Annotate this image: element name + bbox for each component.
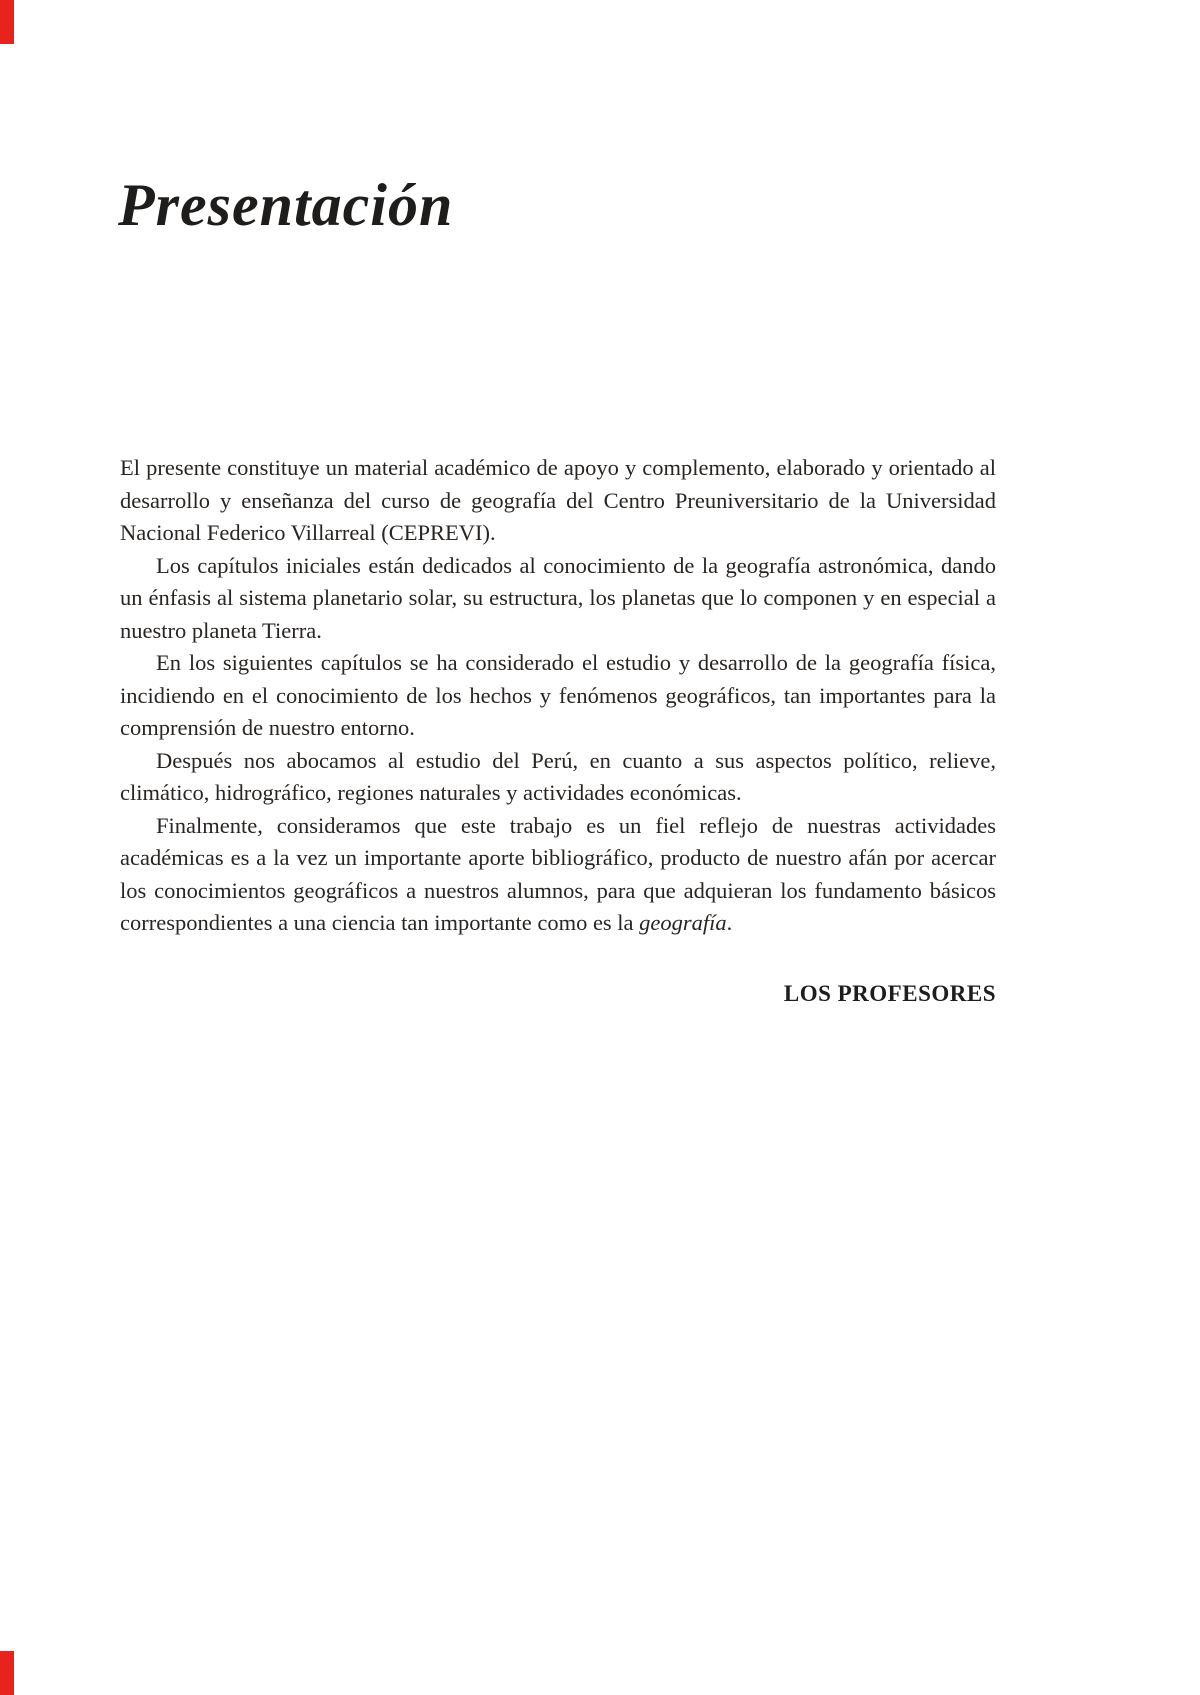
body-text xyxy=(120,452,996,1010)
paragraph-4: Después nos abocamos al estudio del Perú, en cuanto a sus aspectos político, relieve, climático, hidrográfico, regiones naturales y actividades económicas. xyxy=(120,747,996,805)
closing-period: . xyxy=(726,910,733,935)
signature: LOS PROFESORES xyxy=(783,980,996,1006)
paragraph-3: En los siguientes capítulos se ha considerado el estudio y desarrollo de la geografía física, incidiendo en el conocimiento de los hechos y fenómenos geográficos, tan importantes para la comprensión de nuestro entorno. xyxy=(120,650,996,740)
crop-mark-top-left xyxy=(0,0,14,44)
paragraph-5 xyxy=(120,810,996,940)
paragraph-1: El presente constituye un material académico de apoyo y complemento, elaborado y orientado al desarrollo y enseñanza del curso de geografía del Centro Preuniversitario de la Universidad Nacional Federico Villarreal (CEPREVI). xyxy=(120,455,996,545)
closing-italic-word: geografía xyxy=(639,910,727,935)
paragraph-2: Los capítulos iniciales están dedicados al conocimiento de la geografía astronómica, dando un énfasis al sistema planetario solar, su estructura, los planetas que lo componen y en especial a nuestro planeta Tierra. xyxy=(120,552,996,643)
crop-mark-bottom-left xyxy=(0,1651,14,1695)
closing-text: Finalmente, consideramos que este trabajo es un fiel reflejo de nuestras actividades académicas es a la vez un importante aporte bibliográfico, producto de nuestro afán por acercar los conocimientos geográficos a nuestros alumnos, para que adquieran los fundamento básicos correspondientes a una ciencia tan importante como es la xyxy=(120,812,996,935)
page-title: Presentación xyxy=(118,172,454,238)
